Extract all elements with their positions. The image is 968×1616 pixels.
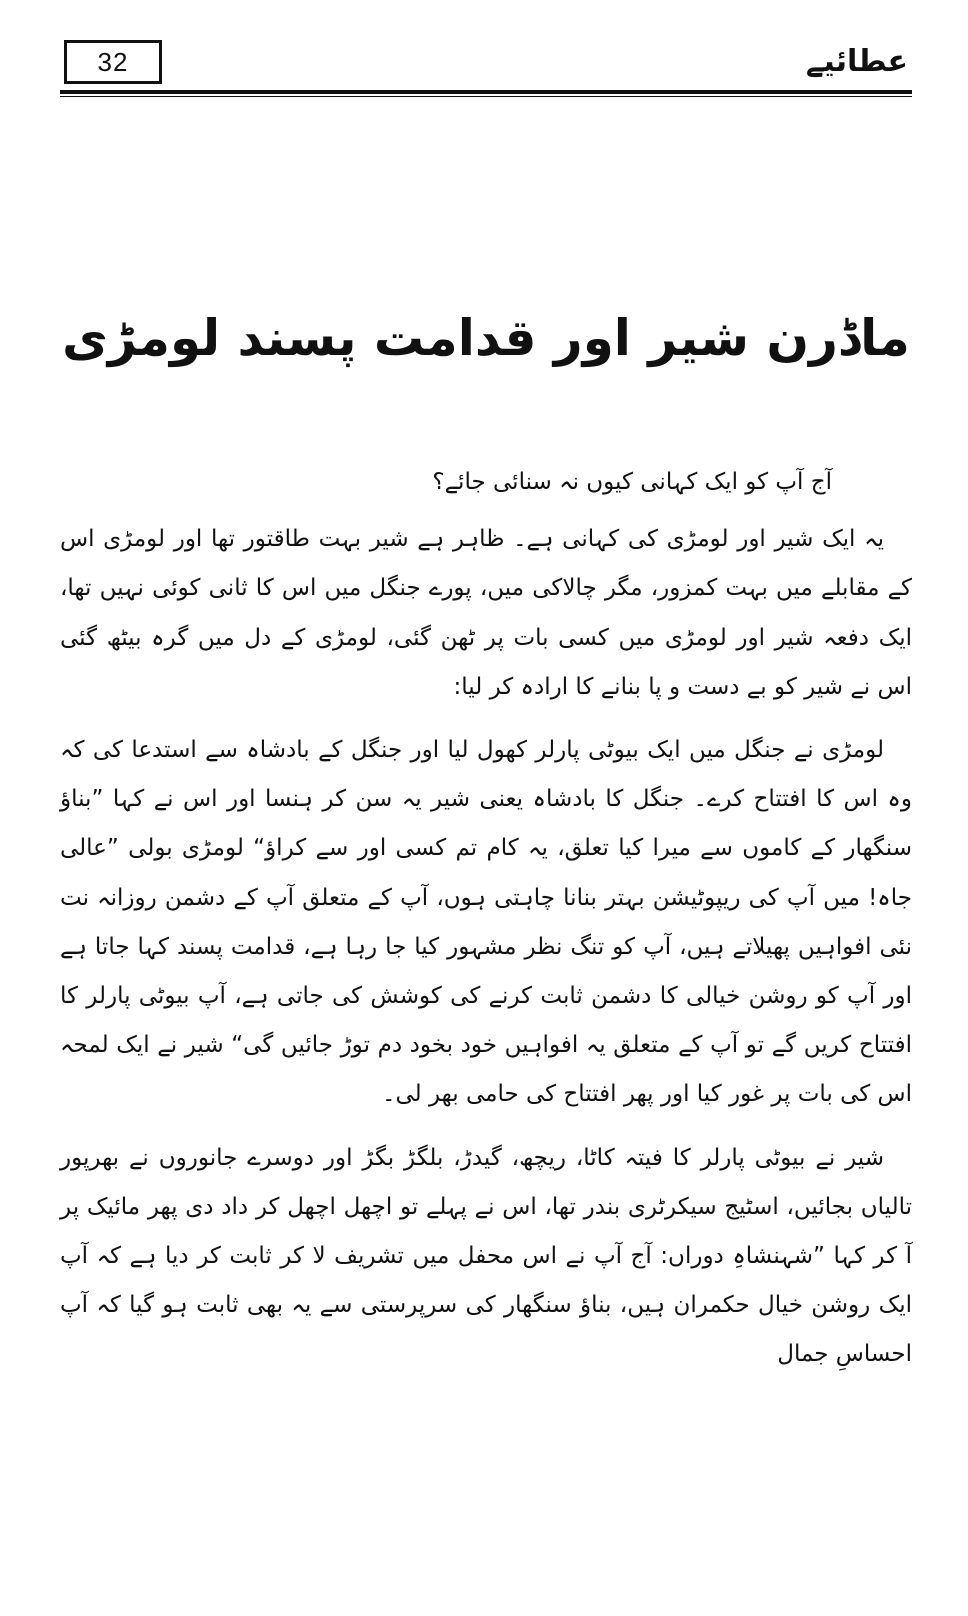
header-rule [60, 90, 912, 94]
running-head: عطائیے [805, 44, 908, 79]
article-body [60, 458, 912, 1394]
paragraph: یہ ایک شیر اور لومڑی کی کہانی ہے۔ ظاہر ہے شیر بہت طاقتور تھا اور لومڑی اس کے مقابلے میں بہت کمزور، مگر چالاکی میں، پورے جنگل میں اس کا ثانی کوئی نہیں تھا، ایک دفعہ شیر اور لومڑی میں کسی بات پر ٹھن گئی، لومڑی کے دل میں گرہ بیٹھ گئی اس نے شیر کو بے دست و پا بنانے کا ارادہ کر لیا: [60, 526, 912, 700]
page-header [60, 36, 912, 98]
paragraph-intro: آج آپ کو ایک کہانی کیوں نہ سنائی جائے؟ [432, 469, 832, 495]
header-rule-thin [60, 96, 912, 97]
paragraph: لومڑی نے جنگل میں ایک بیوٹی پارلر کھول لیا اور جنگل کے بادشاہ سے استدعا کی کہ وہ اس کا افتتاح کرے۔ جنگل کا بادشاہ یعنی شیر یہ سن کر ہنسا اور اس نے کہا ”بناؤ سنگھار کے کاموں سے میرا کیا تعلق، یہ کام تم کسی اور سے کراؤ“ لومڑی بولی ”عالی جاہ! میں آپ کی ریپوٹیشن بہتر بنانا چاہتی ہوں، آپ کے متعلق آپ کے دشمن روزانہ نت نئی افواہیں پھیلاتے ہیں، آپ کو تنگ نظر مشہور کیا جا رہا ہے، قدامت پسند کہا جاتا ہے اور آپ کو روشن خیالی کا دشمن ثابت کرنے کی کوشش کی جاتی ہے، آپ بیوٹی پارلر کا افتتاح کریں گے تو آپ کے متعلق یہ افواہیں خود بخود دم توڑ جائیں گی“ شیر نے ایک لمحہ اس کی بات پر غور کیا اور پھر افتتاح کی حامی بھر لی۔ [60, 737, 912, 1108]
paragraph: شیر نے بیوٹی پارلر کا فیتہ کاٹا، ریچھ، گیدڑ، بلگڑ بگڑ اور دوسرے جانوروں نے بھرپور تالیاں بجائیں، اسٹیج سیکرٹری بندر تھا، اس نے پہلے تو اچھل اچھل کر داد دی پھر مائیک پر آ کر کہا ”شہنشاہِ دوراں: آج آپ نے اس محفل میں تشریف لا کر ثابت کر دیا ہے کہ آپ ایک روشن خیال حکمران ہیں، بناؤ سنگھار کی سرپرستی سے یہ بھی ثابت ہو گیا کہ آپ احساسِ جمال [60, 1144, 912, 1368]
article-title: ماڈرن شیر اور قدامت پسند لومڑی [62, 309, 910, 367]
page-number: 32 [64, 40, 162, 84]
